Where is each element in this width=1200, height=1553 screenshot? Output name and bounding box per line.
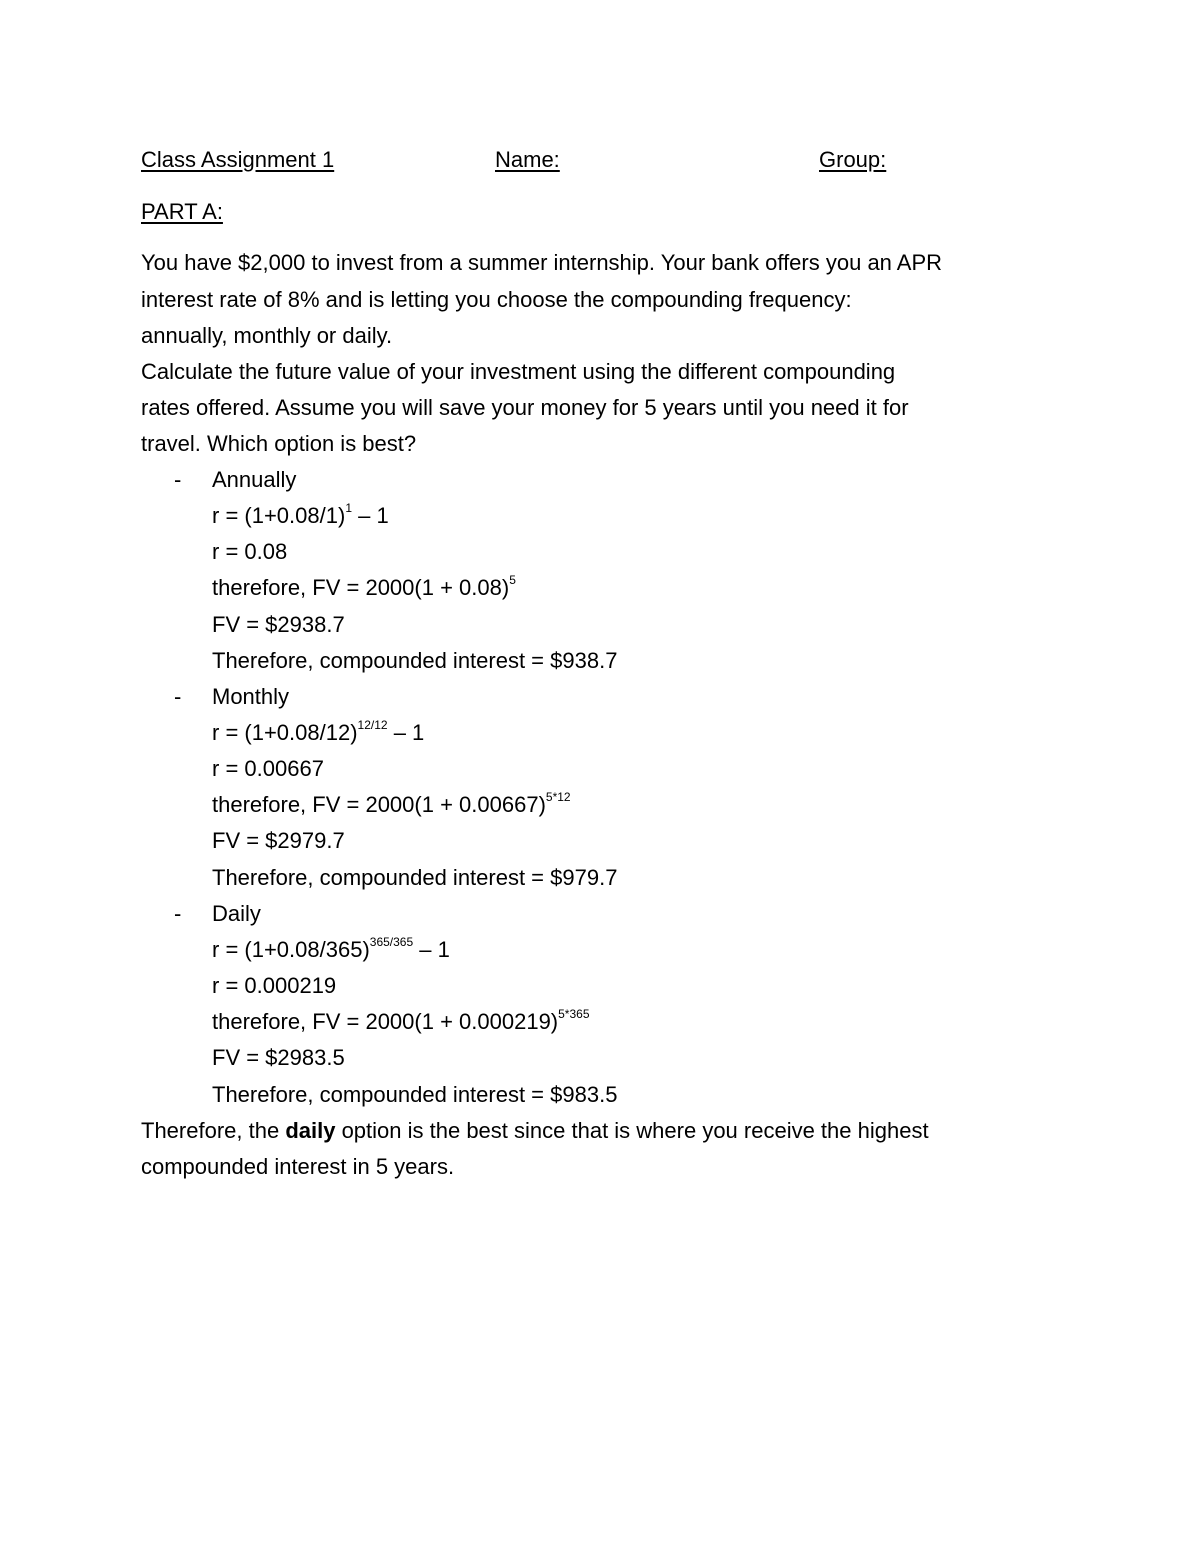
fv-formula-monthly: therefore, FV = $2000(1 + 0.00667)^{5*12}$ (212, 789, 571, 817)
rate-value-monthly: r = 0.00667 (212, 756, 324, 781)
name-label: Name: (495, 147, 560, 172)
rate-value-annually: r = 0.08 (212, 539, 288, 564)
fv-value-daily: FV = $2983.5 (212, 1045, 345, 1070)
rate-formula-annually: $r = (1+0.08/1)^1 - 1$ (212, 500, 389, 528)
conclusion-line-1: Therefore, the daily option is the best since that is where you receive the highest (141, 1118, 929, 1143)
fv-formula-daily: therefore, FV = $2000(1 + 0.000219)^{5*365}$ (212, 1006, 590, 1034)
bullet-dash: - (174, 684, 182, 709)
interest-monthly: Therefore, compounded interest = $979.7 (212, 865, 618, 890)
problem-line-5: rates offered. Assume you will save your money for 5 years until you need it for (141, 395, 909, 420)
problem-line-6: travel. Which option is best? (141, 431, 417, 456)
option-heading-daily: Daily (212, 901, 261, 926)
fv-value-monthly: FV = $2979.7 (212, 828, 345, 853)
interest-daily: Therefore, compounded interest = $983.5 (212, 1082, 618, 1107)
rate-formula-monthly: $r = (1+0.08/12)^{12/12} - 1$ (212, 717, 425, 745)
group-label: Group: (819, 147, 887, 172)
problem-line-3: annually, monthly or daily. (141, 323, 393, 348)
conclusion-line-2: compounded interest in 5 years. (141, 1154, 455, 1179)
problem-line-4: Calculate the future value of your investment using the different compounding (141, 359, 896, 384)
assignment-title: Class Assignment 1 (141, 147, 335, 172)
bullet-dash: - (174, 467, 182, 492)
conclusion-emphasis: daily (285, 1118, 336, 1143)
bullet-dash: - (174, 901, 182, 926)
problem-line-2: interest rate of 8% and is letting you choose the compounding frequency: (141, 287, 852, 312)
fv-formula-annually: therefore, FV = $2000(1 + 0.08)^5$ (212, 572, 516, 600)
part-label: PART A: (141, 199, 223, 224)
fv-value-annually: FV = $2938.7 (212, 612, 345, 637)
problem-line-1: You have $2,000 to invest from a summer internship. Your bank offers you an APR (141, 250, 943, 275)
interest-annually: Therefore, compounded interest = $938.7 (212, 648, 618, 673)
option-heading-annually: Annually (212, 467, 297, 492)
option-heading-monthly: Monthly (212, 684, 290, 709)
rate-formula-daily: $r = (1+0.08/365)^{365/365} - 1$ (212, 934, 450, 962)
rate-value-daily: r = 0.000219 (212, 973, 337, 998)
